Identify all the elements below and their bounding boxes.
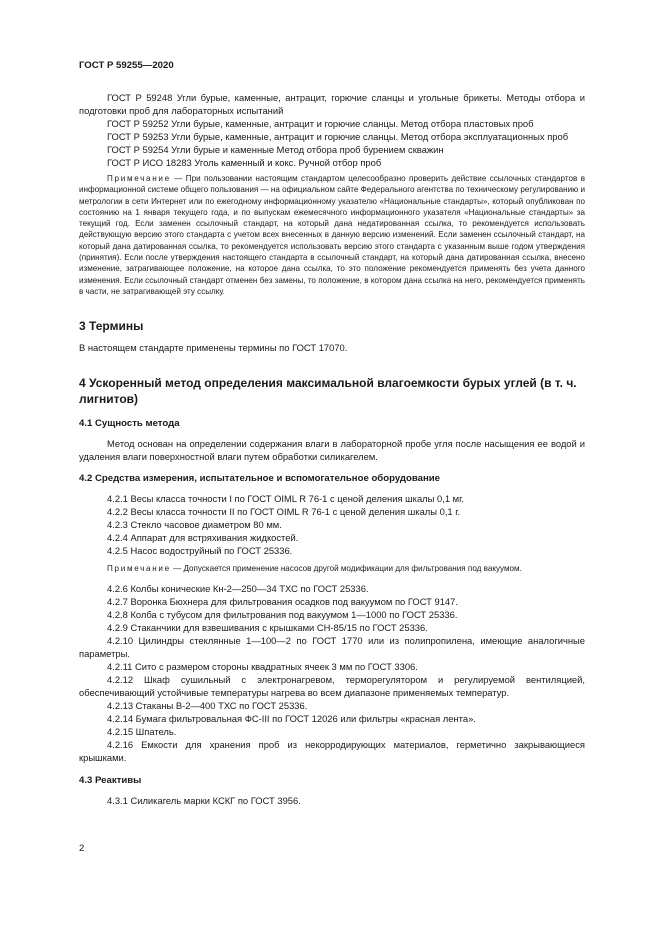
- references-note: [79, 173, 585, 297]
- equipment-item: 4.2.6 Колбы конические Кн-2—250—34 ТХС по ГОСТ 25336.: [107, 582, 369, 594]
- note-text: — Допускается применение насосов другой модификации для фильтрования под вакуумом.: [173, 564, 522, 574]
- equipment-item: 4.2.10 Цилиндры стеклянные 1—100—2 по ГОСТ 1770 или из полипропилена, имеющие аналогичные параметры.: [79, 634, 585, 659]
- section-3-text: В настоящем стандарте применены термины по ГОСТ 17070.: [79, 342, 348, 354]
- reference-item: ГОСТ Р 59248 Угли бурые, каменные, антрацит, горючие сланцы и угольные брикеты. Методы отбора и подготовки проб для лабораторных испытаний: [79, 92, 585, 116]
- subsection-4-2-heading: 4.2 Средства измерения, испытательное и вспомогательное оборудование: [79, 473, 441, 485]
- equipment-item: 4.2.2 Весы класса точности II по ГОСТ OIML R 76-1 с ценой деления шкалы 0,1 г.: [107, 506, 461, 518]
- reference-item: ГОСТ Р 59254 Угли бурые и каменные Метод отбора проб бурением скважин: [107, 144, 444, 155]
- reagent-item: 4.3.1 Силикагель марки КСКГ по ГОСТ 3956.: [107, 794, 301, 806]
- subsection-4-1-heading: 4.1 Сущность метода: [79, 418, 180, 430]
- reference-item: ГОСТ Р ИСО 18283 Уголь каменный и кокс. Ручной отбор проб: [107, 157, 382, 168]
- note-text: — При пользовании настоящим стандартом целесообразно проверить действие ссылочных стандартов в информационной системе общего пользования — на официальном сайте Федерального агентства по техническому регулированию и метрологии в сети Интернет или по ежегодному информационному указателю «Национальные стандарты», который опубликован по состоянию на 1 января текущего года, и по выпускам ежемесячного информационного указателя «Национальные стандарты» за текущий год. Если заменен ссылочный стандарт, на который дана недатированная ссылка, то рекомендуется использовать действующую версию этого стандарта с учетом всех внесенных в данную версию изменений. Если заменен ссылочный стандарт, на который дана датированная ссылка, то рекомендуется использовать версию этого стандарта с указанным выше годом утверждения (принятия). Если после утверждения настоящего стандарта в ссылочный стандарт, на который дана датированная ссылка, внесено изменение, затрагивающее положение, на которое дана ссылка, то это положение рекомендуется применять без учета данного изменения. Если ссылочный стандарт отменен без замены, то положение, в котором дана ссылка на него, рекомендуется применять в части, не затрагивающей эту ссылку.: [79, 174, 585, 296]
- equipment-item: 4.2.13 Стаканы В-2—400 ТХС по ГОСТ 25336.: [107, 699, 308, 711]
- subsection-4-1-text: Метод основан на определении содержания влаги в лабораторной пробе угля после насыщения ее водой и удаления влаги поверхностной влаги путем обработки силикагелем.: [79, 438, 585, 463]
- equipment-item: 4.2.9 Стаканчики для взвешивания с крышками СН-85/15 по ГОСТ 25336.: [107, 621, 428, 633]
- equipment-item: 4.2.14 Бумага фильтровальная ФС-III по ГОСТ 12026 или фильтры «красная лента».: [107, 712, 476, 724]
- equipment-list-a: [79, 492, 585, 557]
- section-4-heading: 4 Ускоренный метод определения максимальной влагоемкости бурых углей (в т. ч. лигнитов): [79, 376, 577, 407]
- equipment-item: 4.2.5 Насос водоструйный по ГОСТ 25336.: [107, 545, 293, 557]
- note-label: Примечание: [107, 174, 171, 183]
- section-3-heading: 3 Термины: [79, 319, 144, 334]
- reference-item: ГОСТ Р 59252 Угли бурые, каменные, антрацит и горючие сланцы. Метод отбора пластовых проб: [107, 118, 534, 129]
- equipment-list-b: [79, 582, 585, 764]
- reference-item: ГОСТ Р 59253 Угли бурые, каменные, антрацит и горючие сланцы. Метод отбора эксплуатационных проб: [107, 131, 569, 142]
- pump-note: [79, 563, 585, 574]
- equipment-item: 4.2.4 Аппарат для встряхивания жидкостей.: [107, 532, 299, 544]
- equipment-item: 4.2.16 Емкости для хранения проб из некорродирующих материалов, герметично закрывающиеся крышками.: [79, 738, 585, 763]
- document-code-header: ГОСТ Р 59255—2020: [79, 60, 174, 71]
- equipment-item: 4.2.11 Сито с размером стороны квадратных ячеек 3 мм по ГОСТ 3306.: [107, 660, 418, 672]
- equipment-item: 4.2.12 Шкаф сушильный с электронагревом, терморегулятором и регулируемой вентиляцией, обеспечивающий устойчивые температуры нагрева во всем диапазоне применяемых температур.: [79, 673, 585, 698]
- equipment-item: 4.2.3 Стекло часовое диаметром 80 мм.: [107, 519, 282, 531]
- subsection-4-3-heading: 4.3 Реактивы: [79, 774, 142, 786]
- equipment-item: 4.2.1 Весы класса точности I по ГОСТ OIML R 76-1 с ценой деления шкалы 0,1 мг.: [107, 493, 464, 505]
- equipment-item: 4.2.7 Воронка Бюхнера для фильтрования осадков под вакуумом по ГОСТ 9147.: [107, 595, 458, 607]
- equipment-item: 4.2.15 Шпатель.: [107, 725, 177, 737]
- note-label: Примечание: [107, 564, 171, 574]
- page-content: [79, 91, 585, 807]
- equipment-item: 4.2.8 Колба с тубусом для фильтрования под вакуумом 1—1000 по ГОСТ 25336.: [107, 608, 458, 620]
- page-number: 2: [79, 843, 85, 854]
